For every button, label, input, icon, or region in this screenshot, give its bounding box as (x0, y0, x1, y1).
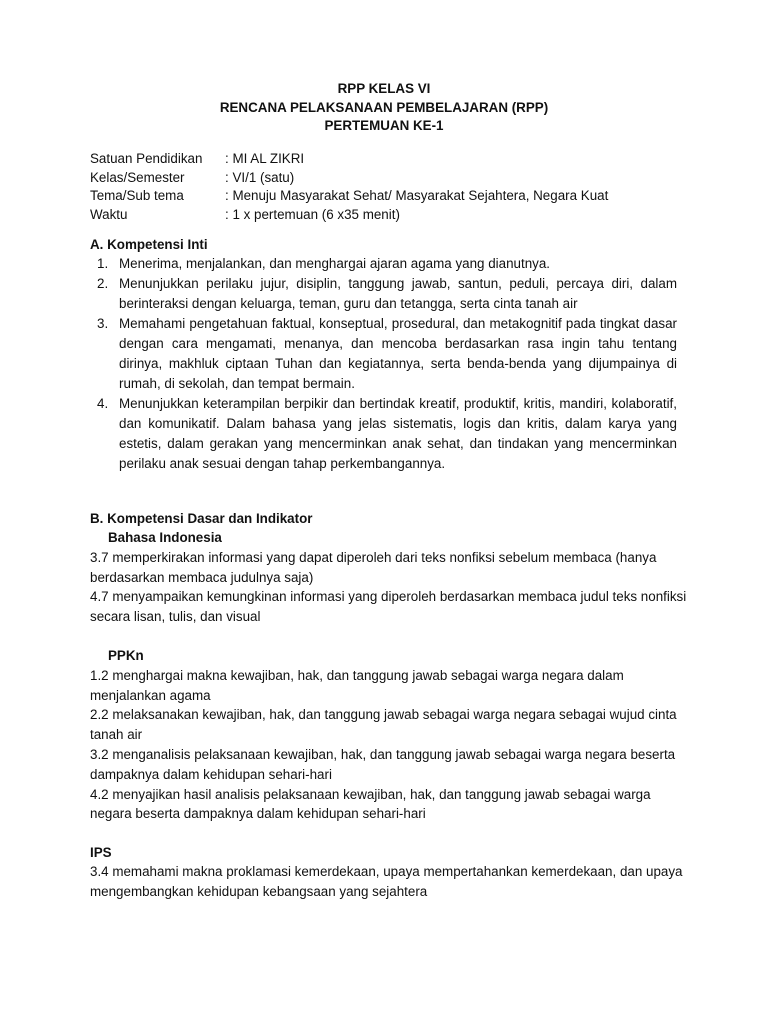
list-text: Menunjukkan keterampilan berpikir dan bertindak kreatif, produktif, kritis, mandiri, kolaboratif, dan komunikatif. Dalam bahasa yang jelas sistematis, logis dan kritis, dalam karya yang estetis, dalam gerakan yang mencerminkan anak sehat, dan tindakan yang mencerminkan perilaku anak sesuai dengan tahap perkembangannya. (119, 396, 677, 471)
title-line-2: RENCANA PELAKSANAAN PEMBELAJARAN (RPP) (219, 99, 549, 115)
list-number: 4. (97, 396, 109, 411)
kompetensi-dasar-heading: B. Kompetensi Dasar dan Indikator (90, 511, 313, 526)
identity-value: : 1 x pertemuan (6 x35 menit) (225, 206, 400, 222)
identity-row (90, 206, 608, 225)
list-item (90, 254, 677, 274)
list-text: Menerima, menjalankan, dan menghargai ajaran agama yang dianutnya. (119, 256, 551, 271)
identity-value: : VI/1 (satu) (225, 169, 295, 185)
subject-heading-ips: IPS (90, 845, 112, 861)
identity-row (90, 169, 608, 188)
kd-paragraph: 3.7 memperkirakan informasi yang dapat diperoleh dari teks nonfiksi sebelum membaca (hanya berdasarkan membaca judulnya saja) (90, 549, 657, 585)
subject-heading-bahasa-indonesia: Bahasa Indonesia (108, 530, 222, 545)
kompetensi-inti-section (90, 235, 677, 474)
identity-value: : MI AL ZIKRI (225, 151, 305, 166)
identity-label: Satuan Pendidikan (90, 151, 203, 166)
title-line-3: PERTEMUAN KE-1 (324, 118, 444, 133)
kd-paragraph: 4.2 menyajikan hasil analisis pelaksanaan kewajiban, hak, dan tanggung jawab sebagai warga negara beserta dampaknya dalam kehidupan sehari-hari (90, 786, 651, 822)
list-number: 1. (97, 256, 109, 271)
kd-paragraph: 3.4 memahami makna proklamasi kemerdekaan, upaya mempertahankan kemerdekaan, dan upaya mengembangkan kehidupan kebangsaan yang sejahtera (90, 864, 683, 899)
kd-paragraph: 1.2 menghargai makna kewajiban, hak, dan tanggung jawab sebagai warga negara dalam menjalankan agama (90, 667, 624, 703)
identity-value: : Menuju Masyarakat Sehat/ Masyarakat Sejahtera, Negara Kuat (225, 188, 609, 204)
list-item (90, 314, 677, 394)
spacer (90, 824, 690, 843)
list-text: Memahami pengetahuan faktual, konseptual, prosedural, dan metakognitif pada tingkat dasar dengan cara mengamati, menanya, dan mencoba berdasarkan rasa ingin tahu tentang dirinya, makhluk ciptaan Tuhan dan kegiatannya, serta benda-benda yang dijumpainya di rumah, di sekolah, dan tempat bermain. (119, 316, 677, 391)
list-text: Menunjukkan perilaku jujur, disiplin, tanggung jawab, santun, peduli, percaya diri, dalam berinteraksi dengan keluarga, teman, guru dan tetangga, serta cinta tanah air (119, 276, 677, 311)
identity-row (90, 150, 608, 169)
spacer (90, 627, 690, 646)
list-item (90, 274, 677, 314)
title-line-1: RPP KELAS VI (337, 81, 431, 96)
list-number: 3. (97, 316, 109, 331)
identity-row (90, 187, 608, 206)
identity-label: Waktu (90, 206, 128, 222)
subject-heading-ppkn: PPKn (108, 647, 144, 663)
kompetensi-inti-heading: A. Kompetensi Inti (90, 237, 208, 252)
kompetensi-dasar-section (90, 509, 690, 902)
identity-label: Kelas/Semester (90, 169, 185, 185)
document-title (0, 80, 768, 136)
identity-table (90, 150, 608, 224)
identity-label: Tema/Sub tema (90, 188, 184, 204)
list-item (90, 394, 677, 474)
list-number: 2. (97, 276, 109, 291)
kompetensi-inti-list (90, 254, 677, 474)
kd-paragraph: 2.2 melaksanakan kewajiban, hak, dan tanggung jawab sebagai warga negara sebagai wujud cinta tanah air (90, 707, 677, 743)
kd-paragraph: 4.7 menyampaikan kemungkinan informasi yang diperoleh berdasarkan membaca judul teks nonfiksi secara lisan, tulis, dan visual (90, 589, 687, 625)
kd-paragraph: 3.2 menganalisis pelaksanaan kewajiban, hak, dan tanggung jawab sebagai warga negara beserta dampaknya dalam kehidupan sehari-hari (90, 746, 676, 782)
